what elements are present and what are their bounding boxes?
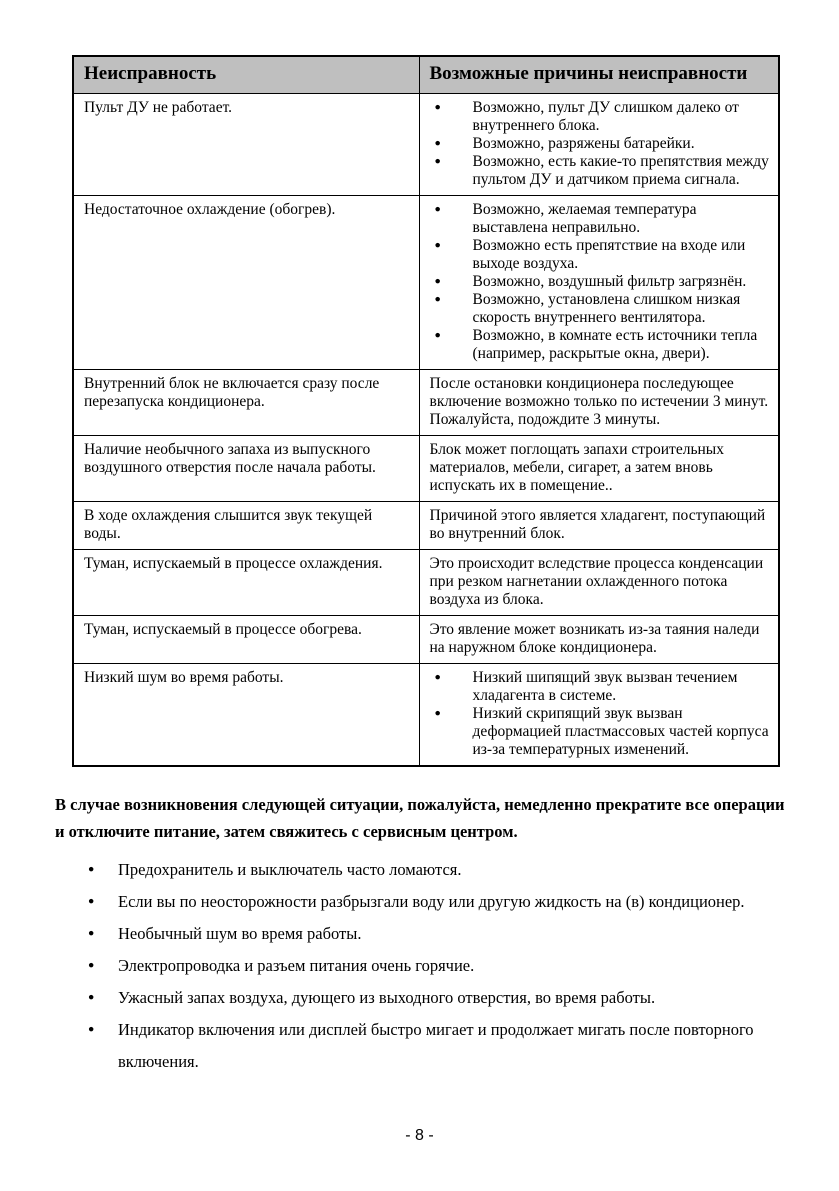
problem-cell: Наличие необычного запаха из выпускного воздушного отверстия после начала работы. <box>73 436 419 502</box>
cause-line <box>430 273 771 291</box>
cause-line <box>430 153 771 189</box>
cause-text: Это происходит вследствие процесса конденсации при резком нагнетании охлажденного потока воздуха из блока. <box>429 555 764 608</box>
bullet-icon: ● <box>434 276 441 287</box>
causes-cell <box>419 370 779 436</box>
cause-text: После остановки кондиционера последующее включение возможно только по истечении 3 минут. Пожалуйста, подождите 3 минуты. <box>429 375 769 428</box>
table-row <box>73 436 779 502</box>
bullet-icon: ● <box>434 138 441 149</box>
problem-cell: Недостаточное охлаждение (обогрев). <box>73 196 419 370</box>
troubleshooting-table <box>72 55 780 767</box>
list-item-text: Если вы по неосторожности разбрызгали воду или другую жидкость на (в) кондиционер. <box>118 892 745 911</box>
cause-text: Возможно, есть какие-то препятствия между пультом ДУ и датчиком приема сигнала. <box>472 153 769 188</box>
list-item-text: Ужасный запах воздуха, дующего из выходного отверстия, во время работы. <box>118 988 656 1007</box>
bullet-icon: ● <box>434 294 441 305</box>
warning-intro: В случае возникновения следующей ситуации, пожалуйста, немедленно прекратите все операции и отключите питание, затем свяжитесь с сервисным центром. <box>55 795 785 841</box>
table-row <box>73 370 779 436</box>
bullet-icon: ● <box>88 896 95 907</box>
table-row <box>73 664 779 767</box>
cause-text: Блок может поглощать запахи строительных материалов, мебели, сигарет, а затем вновь испускать их в помещение.. <box>429 441 724 494</box>
bullet-icon: ● <box>88 960 95 971</box>
list-item-text: Электропроводка и разъем питания очень горячие. <box>118 956 475 975</box>
cause-text: Это явление может возникать из-за таяния наледи на наружном блоке кондиционера. <box>429 621 760 656</box>
troubleshooting-table-header <box>73 56 779 94</box>
cause-line <box>430 237 771 273</box>
cause-line <box>430 99 771 135</box>
list-item <box>88 982 778 1014</box>
cause-text: Возможно, в комнате есть источники тепла (например, раскрытые окна, двери). <box>472 327 758 362</box>
bullet-icon: ● <box>434 204 441 215</box>
header-row <box>73 56 779 94</box>
list-item <box>88 918 778 950</box>
cause-text: Низкий скрипящий звук вызван деформацией пластмассовых частей корпуса из-за температурных изменений. <box>472 705 769 758</box>
troubleshooting-table-body <box>73 94 779 767</box>
warning-list <box>88 854 778 1078</box>
page-number: - 8 - <box>405 1127 434 1144</box>
cause-text: Возможно, желаемая температура выставлена неправильно. <box>472 201 697 236</box>
cause-text: Возможно, пульт ДУ слишком далеко от внутреннего блока. <box>472 99 739 134</box>
table-row <box>73 616 779 664</box>
causes-cell <box>419 502 779 550</box>
list-item <box>88 1014 778 1078</box>
causes-cell <box>419 616 779 664</box>
cause-text: Возможно, воздушный фильтр загрязнён. <box>472 273 747 290</box>
causes-cell <box>419 664 779 767</box>
list-item-text: Предохранитель и выключатель часто ломаются. <box>118 860 462 879</box>
cause-line <box>430 705 771 759</box>
column-header-causes: Возможные причины неисправности <box>419 56 779 94</box>
problem-cell: Туман, испускаемый в процессе охлаждения. <box>73 550 419 616</box>
list-item-text: Необычный шум во время работы. <box>118 924 362 943</box>
causes-cell <box>419 550 779 616</box>
column-header-problem: Неисправность <box>73 56 419 94</box>
causes-cell <box>419 196 779 370</box>
list-item <box>88 950 778 982</box>
bullet-icon: ● <box>434 708 441 719</box>
problem-cell: Туман, испускаемый в процессе обогрева. <box>73 616 419 664</box>
causes-cell <box>419 436 779 502</box>
cause-text: Низкий шипящий звук вызван течением хладагента в системе. <box>472 669 738 704</box>
problem-cell: Низкий шум во время работы. <box>73 664 419 767</box>
bullet-icon: ● <box>88 864 95 875</box>
cause-line <box>430 327 771 363</box>
bullet-icon: ● <box>434 102 441 113</box>
table-row <box>73 196 779 370</box>
cause-line <box>430 291 771 327</box>
table-row <box>73 550 779 616</box>
bullet-icon: ● <box>88 992 95 1003</box>
cause-line <box>430 201 771 237</box>
bullet-icon: ● <box>434 156 441 167</box>
bullet-icon: ● <box>434 672 441 683</box>
cause-text: Возможно, установлена слишком низкая скорость внутреннего вентилятора. <box>472 291 741 326</box>
list-item <box>88 854 778 886</box>
cause-line <box>430 135 771 153</box>
cause-line <box>430 669 771 705</box>
bullet-icon: ● <box>88 928 95 939</box>
cause-text: Возможно, разряжены батарейки. <box>472 135 695 152</box>
list-item-text: Индикатор включения или дисплей быстро мигает и продолжает мигать после повторного включения. <box>118 1020 754 1071</box>
bullet-icon: ● <box>88 1024 95 1035</box>
causes-cell <box>419 94 779 196</box>
table-row <box>73 94 779 196</box>
problem-cell: В ходе охлаждения слышится звук текущей воды. <box>73 502 419 550</box>
table-row <box>73 502 779 550</box>
problem-cell: Внутренний блок не включается сразу после перезапуска кондиционера. <box>73 370 419 436</box>
cause-text: Возможно есть препятствие на входе или выходе воздуха. <box>472 237 746 272</box>
problem-cell: Пульт ДУ не работает. <box>73 94 419 196</box>
list-item <box>88 886 778 918</box>
cause-text: Причиной этого является хладагент, поступающий во внутренний блок. <box>429 507 766 542</box>
bullet-icon: ● <box>434 330 441 341</box>
bullet-icon: ● <box>434 240 441 251</box>
